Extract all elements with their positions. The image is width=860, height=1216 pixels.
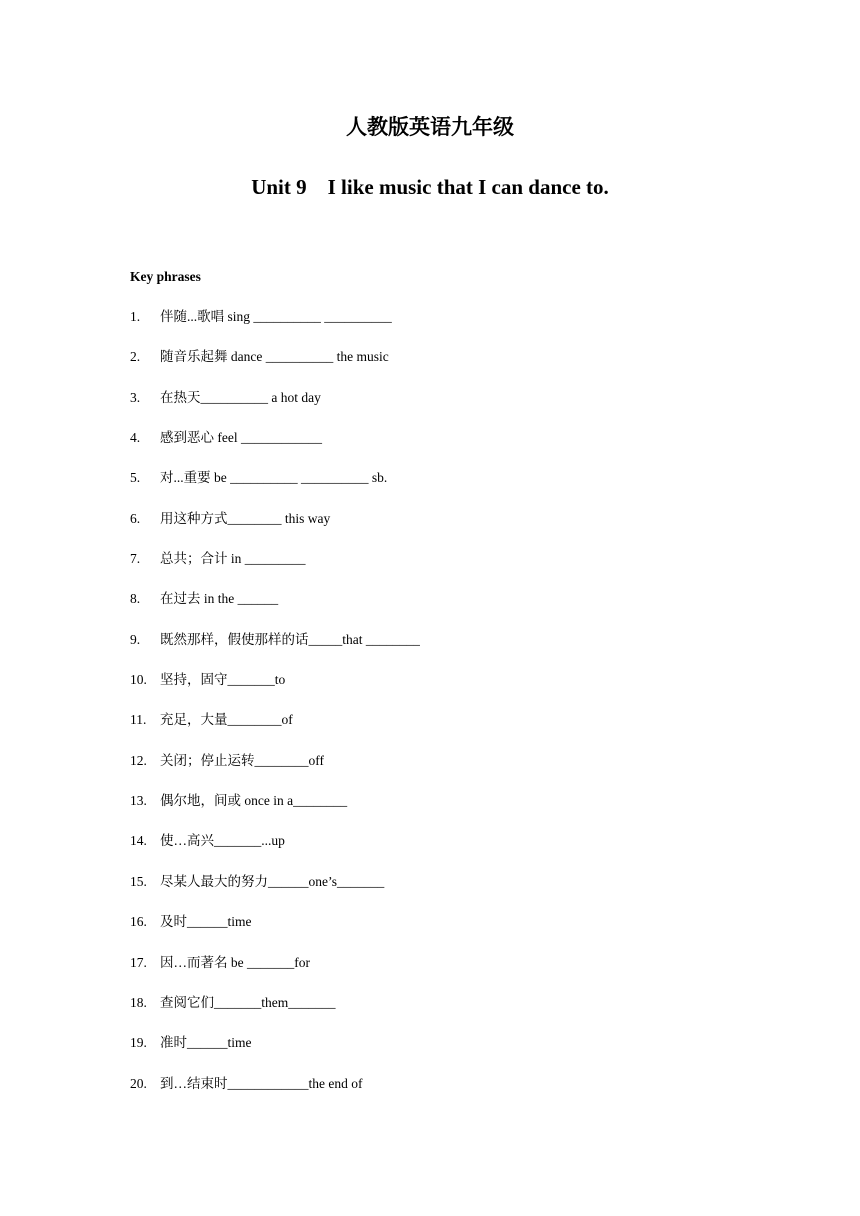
- item-number: 13.: [130, 793, 147, 809]
- item-text: 用这种方式________ this way: [160, 510, 331, 526]
- item-text: 到…结束时____________the end of: [160, 1075, 363, 1091]
- list-item: [130, 670, 420, 710]
- list-item: [130, 751, 420, 791]
- list-item: [130, 1033, 420, 1073]
- item-number: 10.: [130, 672, 147, 688]
- item-text: 使…高兴_______...up: [160, 833, 285, 849]
- item-text: 及时______time: [160, 914, 252, 930]
- item-text: 因…而著名 be _______for: [160, 954, 310, 970]
- item-text: 总共；合计 in _________: [160, 551, 306, 567]
- item-text: 偶尔地，间或 once in a________: [160, 793, 348, 809]
- list-item: [130, 509, 420, 549]
- item-number: 3.: [130, 389, 141, 405]
- item-number: 7.: [130, 551, 141, 567]
- item-text: 充足，大量________of: [160, 712, 293, 728]
- item-number: 2.: [130, 349, 141, 365]
- item-number: 12.: [130, 752, 147, 768]
- item-text: 伴随...歌唱 sing __________ __________: [160, 309, 392, 324]
- item-number: 8.: [130, 591, 141, 607]
- phrase-list: [130, 307, 420, 1114]
- item-number: 20.: [130, 1075, 147, 1091]
- unit-title: Unit 9 I like music that I can dance to.: [251, 175, 609, 199]
- section-heading: Key phrases: [130, 269, 201, 284]
- item-text: 既然那样，假使那样的话_____that ________: [160, 631, 420, 647]
- item-text: 坚持，固守_______to: [160, 672, 286, 688]
- list-item: [130, 791, 420, 831]
- list-item: [130, 468, 420, 508]
- list-item: [130, 630, 420, 670]
- item-number: 15.: [130, 873, 147, 889]
- item-number: 19.: [130, 1035, 147, 1051]
- item-number: 16.: [130, 914, 147, 930]
- list-item: [130, 1074, 420, 1114]
- list-item: [130, 912, 420, 952]
- item-number: 1.: [130, 309, 141, 324]
- item-text: 准时______time: [160, 1035, 252, 1051]
- item-number: 9.: [130, 631, 141, 647]
- item-number: 11.: [130, 712, 147, 728]
- list-item: [130, 388, 420, 428]
- list-item: [130, 872, 420, 912]
- item-number: 17.: [130, 954, 147, 970]
- item-text: 感到恶心 feel ____________: [160, 430, 322, 446]
- item-number: 14.: [130, 833, 147, 849]
- document-title: 人教版英语九年级: [346, 115, 514, 139]
- list-item: [130, 307, 420, 347]
- item-number: 6.: [130, 510, 141, 526]
- item-number: 18.: [130, 994, 147, 1010]
- item-number: 4.: [130, 430, 141, 446]
- item-number: 5.: [130, 470, 141, 486]
- list-item: [130, 347, 420, 387]
- list-item: [130, 953, 420, 993]
- list-item: [130, 831, 420, 871]
- item-text: 查阅它们_______them_______: [160, 994, 336, 1010]
- list-item: [130, 993, 420, 1033]
- list-item: [130, 710, 420, 750]
- item-text: 随音乐起舞 dance __________ the music: [160, 349, 389, 365]
- list-item: [130, 549, 420, 589]
- item-text: 在过去 in the ______: [160, 591, 279, 607]
- item-text: 尽某人最大的努力______one’s_______: [160, 873, 385, 889]
- item-text: 对...重要 be __________ __________ sb.: [160, 470, 388, 486]
- list-item: [130, 589, 420, 629]
- item-text: 关闭；停止运转________off: [160, 752, 324, 768]
- item-text: 在热天__________ a hot day: [160, 389, 321, 405]
- list-item: [130, 428, 420, 468]
